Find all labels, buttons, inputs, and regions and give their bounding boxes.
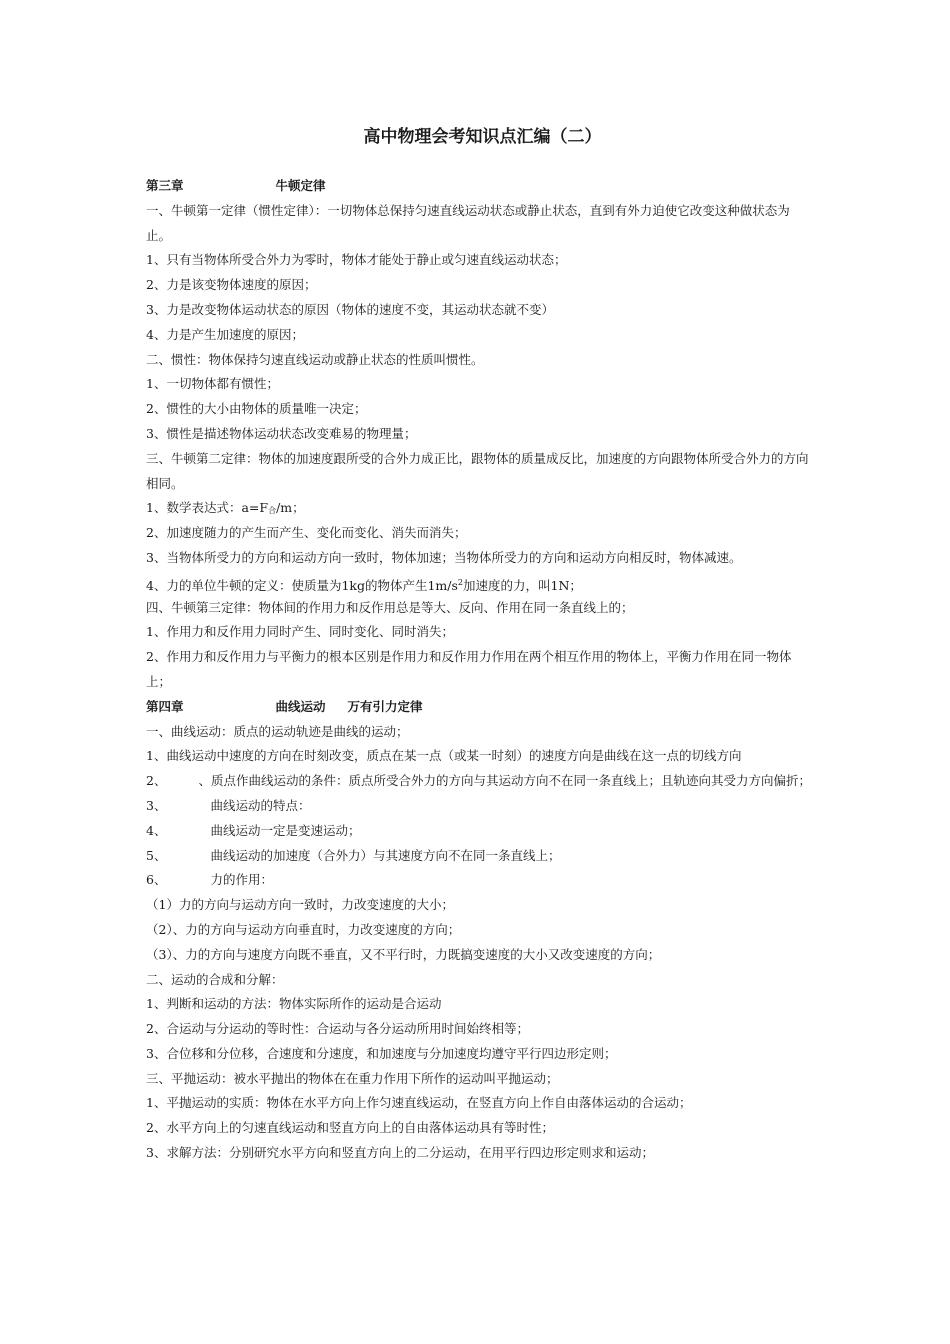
ch3-sec1-item: 2、力是该变物体速度的原因； <box>146 277 317 293</box>
chapter-4-title-2: 万有引力定律 <box>347 698 423 714</box>
ch3-sec2-title: 二、惯性：物体保持匀速直线运动或静止状态的性质叫惯性。 <box>146 351 484 367</box>
ch3-sec1-item: 1、只有当物体所受合外力为零时，物体才能处于静止或匀速直线运动状态； <box>146 252 567 268</box>
ch4-sec1-subitem: （2）、力的方向与运动方向垂直时，力改变速度的方向； <box>146 921 461 937</box>
ch3-sec4-item: 2、作用力和反作用力与平衡力的根本区别是作用力和反作用力作用在两个相互作用的物体上，平衡力作用在同一物体上； <box>146 649 792 689</box>
item-text: 曲线运动的加速度（合外力）与其速度方向不在同一条直线上； <box>210 847 561 863</box>
chapter-4-heading <box>146 695 811 720</box>
ch3-sec4-title: 四、牛顿第三定律：物体间的作用力和反作用总是等大、反向、作用在同一条直线上的； <box>146 599 634 615</box>
ch4-sec2-item: 2、合运动与分运动的等时性：合运动与各分运动所用时间始终相等； <box>146 1021 529 1037</box>
formula-subscript: 合 <box>268 506 277 516</box>
chapter-3-number: 第三章 <box>146 178 184 193</box>
formula-text: 1、数学表达式：a=F <box>146 500 269 516</box>
ch3-sec3-item: 2、加速度随力的产生而产生、变化而变化、消失而消失； <box>146 525 467 541</box>
newton-def-text-end: 加速度的力，叫1N； <box>463 577 582 593</box>
ch4-sec3-item: 1、平抛运动的实质：物体在水平方向上作匀速直线运动，在竖直方向上作自由落体运动的合运动； <box>146 1095 692 1111</box>
ch3-sec4-item: 1、作用力和反作用力同时产生、同时变化、同时消失； <box>146 624 454 640</box>
ch4-sec2-item: 1、判断和运动的方法：物体实际所作的运动是合运动 <box>146 996 442 1012</box>
ch4-sec1-subitem: （1）力的方向与运动方向一致时，力改变速度的大小； <box>146 897 454 913</box>
ch3-sec3-item: 3、当物体所受力的方向和运动方向一致时，物体加速；当物体所受力的方向和运动方向相反时，物体减速。 <box>146 549 742 565</box>
ch3-sec2-item: 2、惯性的大小由物体的质量唯一决定； <box>146 401 367 417</box>
ch4-sec1-item <box>146 794 811 819</box>
newton-def-superscript: 2 <box>457 577 464 587</box>
ch3-sec3-formula <box>146 496 811 521</box>
ch4-sec1-subitem: （3）、力的方向与速度方向既不垂直，又不平行时，力既搞变速度的大小又改变速度的方向； <box>146 946 661 962</box>
ch4-sec2-item: 3、合位移和分位移，合速度和分速度，和加速度与分加速度均遵守平行四边形定则； <box>146 1045 617 1061</box>
ch4-sec1-item <box>146 819 811 844</box>
document-title: 高中物理会考知识点汇编（二） <box>363 127 602 147</box>
ch3-sec1-title: 一、牛顿第一定律（惯性定律）：一切物体总保持匀速直线运动状态或静止状态，直到有外力迫使它改变这种做状态为止。 <box>146 202 790 243</box>
item-number: 5、 <box>146 847 167 863</box>
item-number: 2、 <box>146 773 167 789</box>
ch4-sec1-title: 一、曲线运动：质点的运动轨迹是曲线的运动； <box>146 723 409 739</box>
ch4-sec2-title: 二、运动的合成和分解： <box>146 971 284 987</box>
chapter-3-heading <box>146 174 811 199</box>
formula-text-end: /m； <box>276 500 305 516</box>
ch3-sec2-item: 3、惯性是描述物体运动状态改变难易的物理量； <box>146 425 417 441</box>
item-number: 6、 <box>146 872 167 888</box>
document-page <box>146 120 811 1166</box>
item-text: 曲线运动一定是变速运动； <box>210 822 361 838</box>
item-number: 3、 <box>146 797 167 813</box>
ch3-sec1-item: 3、力是改变物体运动状态的原因（物体的速度不变，其运动状态就不变） <box>146 301 554 317</box>
ch3-sec1-item: 4、力是产生加速度的原因； <box>146 326 304 342</box>
chapter-4-title-1: 曲线运动 <box>275 698 326 714</box>
newton-def-text: 4、力的单位牛顿的定义：使质量为1kg的物体产生1m/s <box>146 577 458 593</box>
ch3-sec3-title: 三、牛顿第二定律：物体的加速度跟所受的合外力成正比，跟物体的质量成反比，加速度的方向跟物体所受合外力的方向相同。 <box>146 450 809 491</box>
ch4-sec3-item: 3、求解方法：分别研究水平方向和竖直方向上的二分运动，在用平行四边形定则求和运动； <box>146 1145 654 1161</box>
ch3-sec3-newton-def <box>146 571 811 596</box>
ch3-sec2-item: 1、一切物体都有惯性； <box>146 376 279 392</box>
ch4-sec1-item <box>146 769 811 794</box>
chapter-3-title: 牛顿定律 <box>275 178 326 193</box>
ch4-sec3-title: 三、平抛运动：被水平抛出的物体在在重力作用下所作的运动叫平抛运动； <box>146 1070 559 1086</box>
ch4-sec1-item <box>146 844 811 869</box>
ch4-sec1-item <box>146 868 811 893</box>
item-text: 、质点作曲线运动的条件：质点所受合外力的方向与其运动方向不在同一条直线上；且轨迹向其受力方向偏折； <box>198 773 811 789</box>
item-number: 4、 <box>146 822 167 838</box>
ch4-sec1-item: 1、曲线运动中速度的方向在时刻改变，质点在某一点（或某一时刻）的速度方向是曲线在这一点的切线方向 <box>146 748 742 764</box>
chapter-4-number: 第四章 <box>146 698 184 714</box>
item-text: 力的作用： <box>210 872 273 888</box>
item-text: 曲线运动的特点： <box>210 797 311 813</box>
ch4-sec3-item: 2、水平方向上的匀速直线运动和竖直方向上的自由落体运动具有等时性； <box>146 1120 554 1136</box>
